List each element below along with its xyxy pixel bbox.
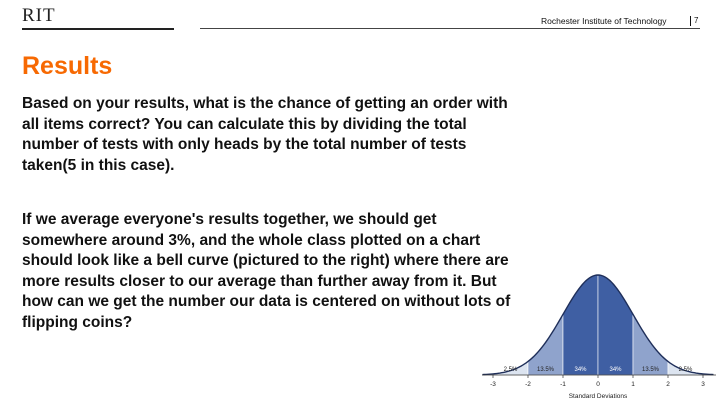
tick-label: -2 xyxy=(525,381,531,388)
rit-logo: RIT xyxy=(22,5,56,26)
bell-curve-chart xyxy=(478,262,720,405)
segment-label: 34% xyxy=(609,367,622,373)
tick-label: 1 xyxy=(631,381,635,388)
header-rule-left xyxy=(22,28,174,30)
institute-name: Rochester Institute of Technology xyxy=(541,16,667,26)
tick-label: -1 xyxy=(560,381,566,388)
paragraph-explanation: If we average everyone's results together, we should get somewhere around 3%, and the whole class plotted on a chart should look like a bell curve (pictured to the right) where there are more results closer to our average than further away from it. But how can we get the number our data is centered on without lots of flipping coins? xyxy=(22,211,511,331)
bell-band xyxy=(598,275,633,375)
slide-title: Results xyxy=(22,52,113,80)
bell-band xyxy=(563,275,598,375)
tick-label: 0 xyxy=(596,381,600,388)
segment-label: 2.5% xyxy=(503,367,518,373)
tick-label: -3 xyxy=(490,381,496,388)
tick-label: 3 xyxy=(701,381,705,388)
header-rule-right xyxy=(200,28,700,29)
bell-curve-bands xyxy=(493,275,703,375)
segment-label: 2.5% xyxy=(678,367,693,373)
segment-label: 13.5% xyxy=(536,367,555,373)
segment-label: 13.5% xyxy=(641,367,660,373)
x-axis-label: Standard Deviations xyxy=(568,393,628,400)
paragraph-question: Based on your results, what is the chance of getting an order with all items correct? You can calculate this by dividing the total number of tests with only heads by the total number of tests taken(5 in this case). xyxy=(22,95,508,174)
tick-labels xyxy=(490,375,705,388)
tick-label: 2 xyxy=(666,381,670,388)
segment-label: 34% xyxy=(574,367,587,373)
page-number: 7 xyxy=(690,16,698,26)
